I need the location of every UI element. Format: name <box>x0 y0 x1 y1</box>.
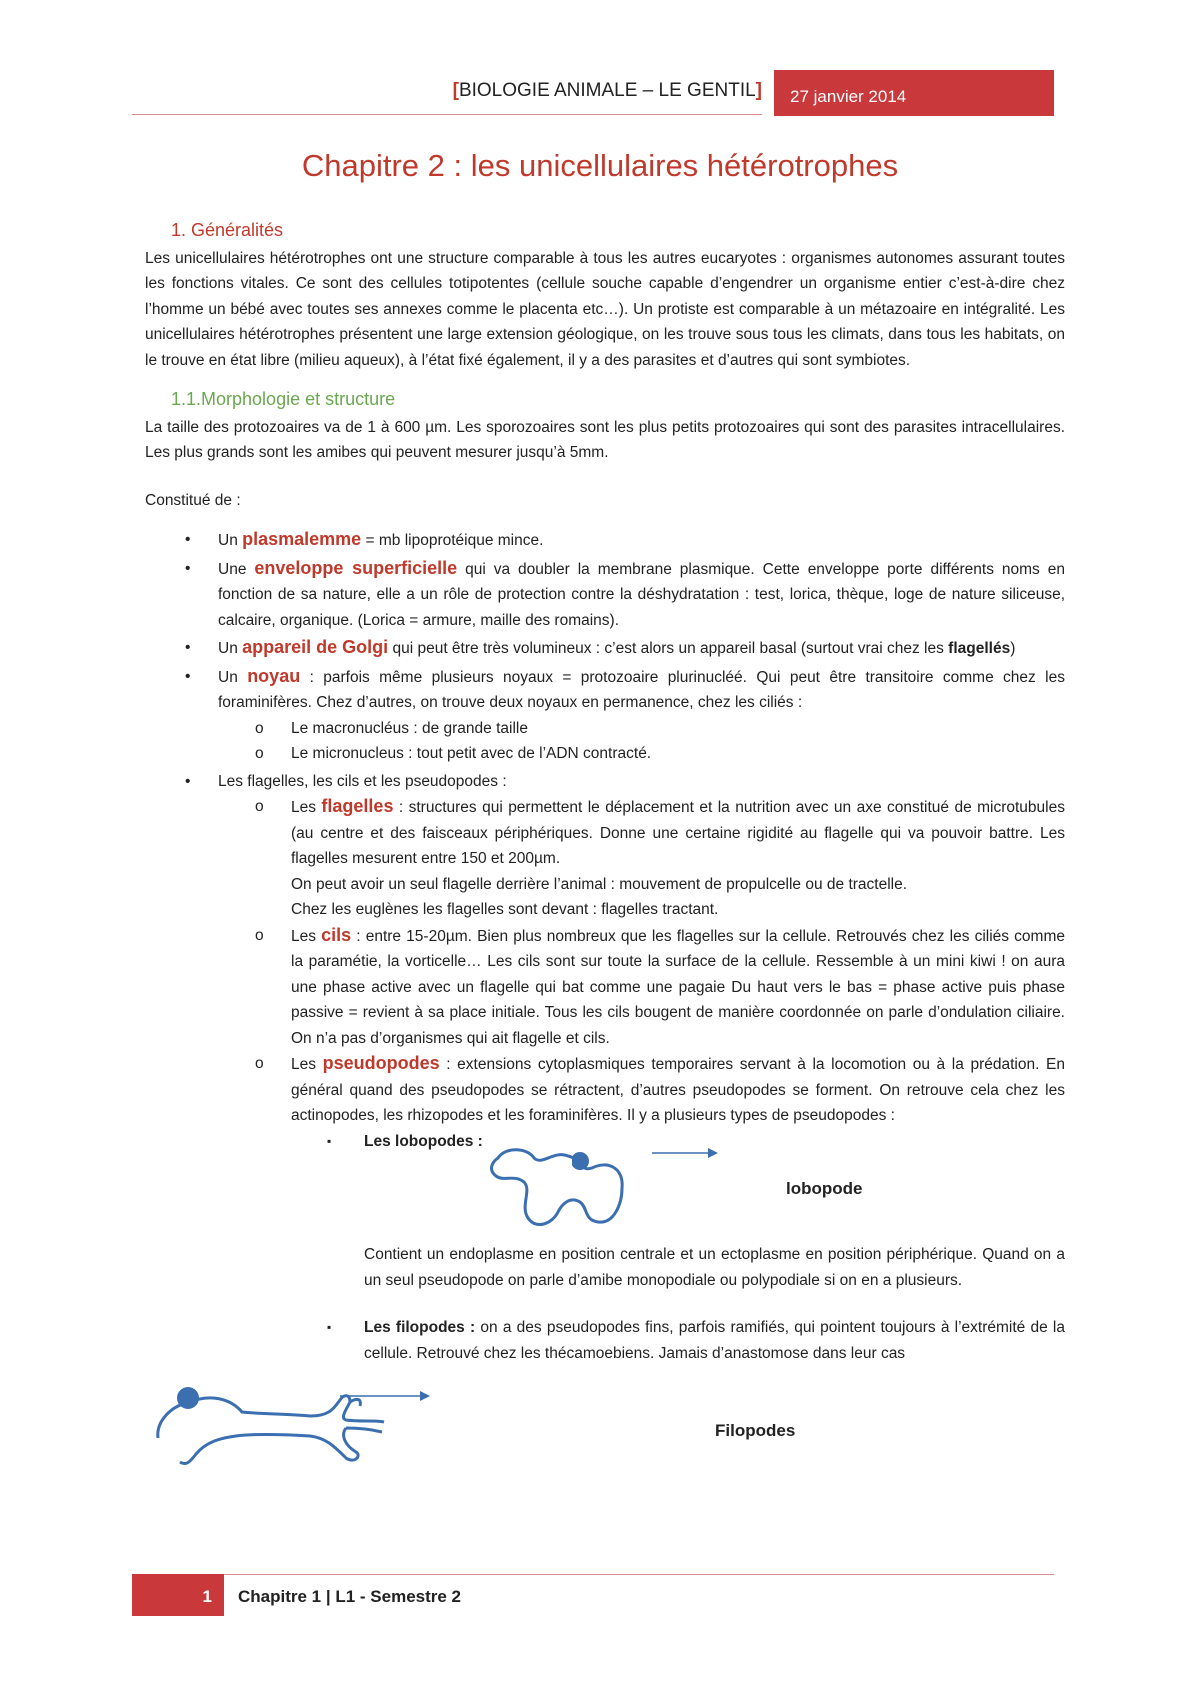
lobopode-description: Contient un endoplasme en position centrale et un ectoplasme en position périphérique. Quand on a un seul pseudopode on parle d’amibe monopodiale ou polypodiale si on en a plusieurs. <box>364 1246 1065 1289</box>
subsection-heading-morphologie: 1.1.Morphologie et structure <box>171 389 396 409</box>
list-item-micronucleus: o Le micronucleus : tout petit avec de l’ADN contracté. <box>218 741 1065 767</box>
section-heading-generalites: 1. Généralités <box>171 220 284 240</box>
document-body <box>145 218 1065 1482</box>
list-item-lobopodes: ▪ Les lobopodes : lobopode Contient un endoplasme en position centrale et un ectoplasme en position périphérique. Quand on a un seul pseudopode on parle d’amibe monopodiale ou polypodiale si on en a plusieurs. <box>291 1129 1065 1316</box>
list-item-noyau: • Un noyau : parfois même plusieurs noyaux = protozoaire plurinucléé. Qui peut être transitoire comme chez les foraminifères. Chez d’autres, on trouve deux noyaux en permanence, chez les ciliés : o Le macronucléus : de grande taille o Le micronucleus : tout petit avec de l’ADN contracté. <box>145 664 1065 767</box>
header-title: [BIOLOGIE ANIMALE – LE GENTIL] <box>452 80 762 101</box>
filopode-label: Filopodes <box>715 1421 796 1440</box>
list-item-enveloppe: • Une enveloppe superficielle qui va doubler la membrane plasmique. Cette enveloppe porte différents noms en fonction de sa nature, elle a un rôle de protection contre la déshydratation : test, lorica, thèque, loge de nature siliceuse, calcaire, organique. (Lorica = armure, maille des romains). <box>145 556 1065 634</box>
filopode-figure <box>145 1372 1065 1482</box>
list-item-flagelles: o Les flagelles : structures qui permettent le déplacement et la nutrition avec un axe constitué de microtubules (au centre et des faisceaux périphériques. Donne une certaine rigidité au flagelle qui va pouvoir battre. Les flagelles mesurent entre 150 et 200µm. On peut avoir un seul flagelle derrière l’animal : mouvement de propulcelle ou de tractelle. Chez les euglènes les flagelles sont devant : flagelles tractant. <box>218 794 1065 923</box>
list-item-plasmalemme: • Un plasmalemme = mb lipoprotéique mince. <box>145 527 1065 554</box>
chapter-title: Chapitre 2 : les unicellulaires hétérotrophes <box>301 148 899 183</box>
structure-list <box>145 527 1065 1366</box>
list-item-cils: o Les cils : entre 15-20µm. Bien plus nombreux que les flagelles sur la cellule. Retrouvés chez les ciliés comme la paramétie, la vorticelle… Les cils sont sur toute la surface de la cellule. Ressemble à un mini kiwi ! on aura une phase active avec un flagelle qui bat comme une pagaie Du haut vers le bas = phase active puis phase passive = revient à sa place initiale. Tous les cils bougent de manière coordonnée on parle d’ondulation ciliaire. On n’a pas d’organismes qui ait flagelle et cils. <box>218 923 1065 1052</box>
header-date: 27 janvier 2014 <box>774 70 1054 116</box>
header-rule <box>132 114 762 115</box>
paragraph-taille: La taille des protozoaires va de 1 à 600 µm. Les sporozoaires sont les plus petits protozoaires qui sont des parasites intracellulaires. Les plus grands sont les amibes qui peuvent mesurer jusqu’à 5mm. <box>145 418 1065 461</box>
page-footer <box>132 1574 1054 1616</box>
list-item-macronucleus: o Le macronucléus : de grande taille <box>218 716 1065 742</box>
list-item-filopodes: ▪ Les filopodes : on a des pseudopodes fins, parfois ramifiés, qui pointent toujours à l’extrémité de la cellule. Retrouvé chez les thécamoebiens. Jamais d’anastomose dans leur cas <box>291 1315 1065 1366</box>
footer-text: Chapitre 1 | L1 - Semestre 2 <box>238 1587 462 1606</box>
list-item-golgi: • Un appareil de Golgi qui peut être très volumineux : c’est alors un appareil basal (surtout vrai chez les flagellés) <box>145 635 1065 662</box>
header-title-text: BIOLOGIE ANIMALE – LE GENTIL <box>458 80 756 101</box>
constitue-label: Constitué de : <box>145 491 241 509</box>
pseudopode-arrow-drawing <box>572 1145 722 1175</box>
paragraph-generalites: Les unicellulaires hétérotrophes ont une structure comparable à tous les autres eucaryotes : organismes autonomes assurant toutes les fonctions vitales. Ce sont des cellules totipotentes (cellule souche capable d’engendrer un organisme entier c’est-à-dire chez l’homme un bébé avec toutes ses annexes comme le placenta etc…). Un protiste est comparable à un métazoaire en intégralité. Les unicellulaires hétérotrophes présentent une large extension géologique, on les trouve sous tous les climats, dans tous les habitats, on le trouve en état libre (milieu aqueux), à l’état fixé également, il y a des parasites et d’autres qui sont symbiotes. <box>145 249 1065 369</box>
list-item-locomotion: • Les flagelles, les cils et les pseudopodes : o Les flagelles : structures qui permettent le déplacement et la nutrition avec un axe constitué de microtubules (au centre et des faisceaux périphériques. Donne une certaine rigidité au flagelle qui va pouvoir battre. Les flagelles mesurent entre 150 et 200µm. On peut avoir un seul flagelle derrière l’animal : mouvement de propulcelle ou de tractelle. Chez les euglènes les flagelles sont devant : flagelles tractant. o Les cils : entre 15-20µm. Bien plus nombreux que les flagelles sur la cellule. Retrouvés chez les ciliés comme la paramétie, la vorticelle… Les cils sont sur toute la surface de la cellule. Ressemble à un mini kiwi ! on aura une phase active avec un flagelle qui bat comme une pagaie Du haut vers le bas = phase active puis phase passive = revient à sa place initiale. Tous les cils bougent de manière coordonnée on parle d’ondulation ciliaire. On n’a pas d’organismes qui ait flagelle et cils. o Les pseudopodes : extensions cytoplasmiques temporaires servant à la locomotion ou à la prédation. En général quand des pseudopodes se rétractent, d’autres pseudopodes se forment. On retrouve cela chez les actinopodes, les rhizopodes et les foraminifères. Il y a plusieurs types de pseudopodes : ▪ Les lobopodes : lobopode Contient un endoplasme en position centrale et un ectoplasme en position périphérique. Quand on a un seul pseudopode on parle d’amibe monopodiale ou polypodiale si on en a plusieurs. ▪ Les filopodes : on a des pseudopodes fins, parfois ramifiés, qui pointent toujours à l’extrémité de la cellule. Retrouvé chez les thécamoebiens. Jamais d’anastomose dans leur cas <box>145 769 1065 1367</box>
page-number: 1 <box>132 1574 224 1616</box>
page-header <box>132 70 1054 116</box>
filopode-drawing <box>150 1372 480 1482</box>
list-item-pseudopodes: o Les pseudopodes : extensions cytoplasmiques temporaires servant à la locomotion ou à la prédation. En général quand des pseudopodes se rétractent, d’autres pseudopodes se forment. On retrouve cela chez les actinopodes, les rhizopodes et les foraminifères. Il y a plusieurs types de pseudopodes : ▪ Les lobopodes : lobopode Contient un endoplasme en position centrale et un ectoplasme en position périphérique. Quand on a un seul pseudopode on parle d’amibe monopodiale ou polypodiale si on en a plusieurs. ▪ Les filopodes : on a des pseudopodes fins, parfois ramifiés, qui pointent toujours à l’extrémité de la cellule. Retrouvé chez les thécamoebiens. Jamais d’anastomose dans leur cas <box>218 1051 1065 1366</box>
lobopode-label: lobopode <box>786 1179 863 1198</box>
